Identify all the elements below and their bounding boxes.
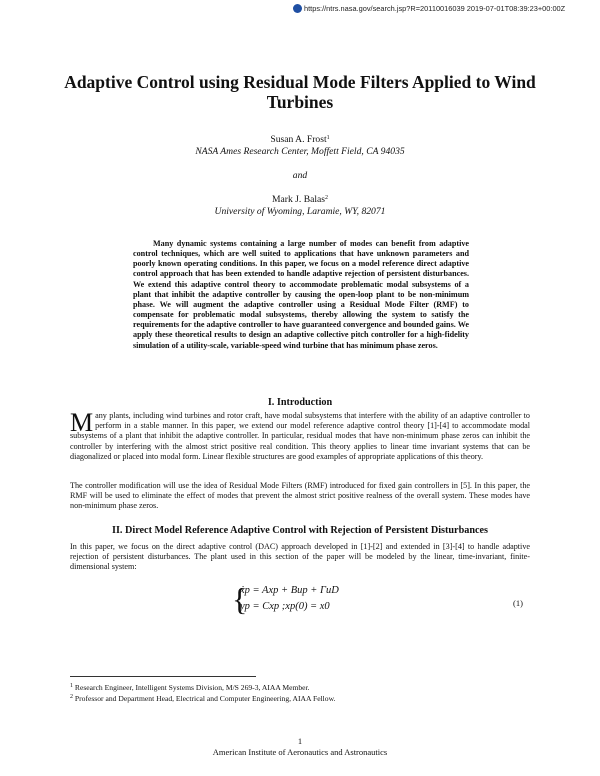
author-separator: and — [292, 170, 308, 181]
equation-line-1: ẋp = Axp + Bup + ΓuD — [240, 585, 339, 596]
equation-number: (1) — [513, 598, 523, 608]
equation-1 — [232, 581, 339, 617]
author-1-name: Susan A. Frost — [270, 134, 327, 145]
nasa-logo-icon — [293, 4, 302, 13]
page-footer: American Institute of Aeronautics and Astronautics — [212, 747, 388, 757]
drop-cap: M — [70, 408, 94, 437]
footnote-2: $^2$ Professor and Department Head, Electrical and Computer Engineering, AIAA Fellow. — [70, 694, 336, 703]
equation-line-2: yp = Cxp ;xp(0) = x0 — [240, 601, 330, 612]
section-1-paragraph-2: The controller modification will use the idea of Residual Mode Filters (RMF) introduced for fixed gain controllers in [5]. In this paper, the RMF will be used to eliminate the effect of modes that prevent the almost strict positive realness of the overall system. These modes have non-minimum phase zeros. — [70, 481, 530, 511]
author-2 — [100, 194, 500, 206]
source-url[interactable]: https://ntrs.nasa.gov/search.jsp?R=20110016039 2019-07-01T08:39:23+00:00Z — [304, 4, 566, 13]
author-2-footnote-mark: 2 — [325, 195, 329, 201]
section-1-paragraph-1: Many plants, including wind turbines and rotor craft, have modal subsystems that interfere with the ability of an adaptive controller to perform in a stable manner. In this paper, we extend our model reference adaptive control theory [1]-[4] to accommodate modal subsystems of a plant that inhibit the adaptive controller. In particular, residual modes that have non-minimum phase zeros can inhibit the controller by interfering with the almost strict positive real condition. This theory applies to linear time invariant systems that can be diagonalized or placed into modal form. Linear flexible structures are good examples of appropriate applications of this theory. — [70, 408, 530, 461]
section-1-heading: I. Introduction — [267, 397, 333, 408]
author-2-name: Mark J. Balas — [271, 194, 326, 205]
section-2-heading: II. Direct Model Reference Adaptive Control with Rejection of Persistent Disturbances — [111, 525, 489, 536]
author-2-affiliation: University of Wyoming, Laramie, WY, 82071 — [214, 206, 386, 217]
paper-title: Adaptive Control using Residual Mode Filters Applied to Wind Turbines — [64, 72, 536, 112]
author-1-footnote-mark: 1 — [326, 135, 330, 141]
footnote-1: $^1$ Research Engineer, Intelligent Systems Division, M/S 269-3, AIAA Member. — [70, 683, 310, 692]
page-number: 1 — [297, 736, 303, 746]
source-header — [293, 4, 565, 13]
author-1 — [100, 134, 500, 146]
footnote-rule — [70, 676, 256, 677]
section-2-paragraph-1: In this paper, we focus on the direct adaptive control (DAC) approach developed in [1]-[2] and extended in [3]-[4] to handle adaptive rejection of persistent disturbances. The plant used in this section of the paper will be modeled by the linear, time-invariant, finite-dimensional system: — [70, 542, 530, 572]
abstract: Many dynamic systems containing a large number of modes can benefit from adaptive control techniques, which are well suited to applications that have unknown parameters and poorly known operating conditions. In this paper, we focus on a model reference direct adaptive control approach that has been extended to handle adaptive rejection of persistent disturbances. We extend this adaptive control theory to accommodate problematic modal subsystems of a plant that inhibit the adaptive controller by causing the open-loop plant to be non-minimum phase. We will augment the adaptive controller using a Residual Mode Filter (RMF) to compensate for problematic modal subsystems, thereby allowing the system to satisfy the requirements for the adaptive controller to have guaranteed convergence and bounded gains. We apply these theoretical results to design an adaptive collective pitch controller for a high-fidelity simulation of a utility-scale, variable-speed wind turbine that has minimum phase zeros. — [133, 239, 469, 350]
author-1-affiliation: NASA Ames Research Center, Moffett Field, CA 94035 — [195, 146, 405, 157]
equation-brace: { — [232, 581, 248, 617]
